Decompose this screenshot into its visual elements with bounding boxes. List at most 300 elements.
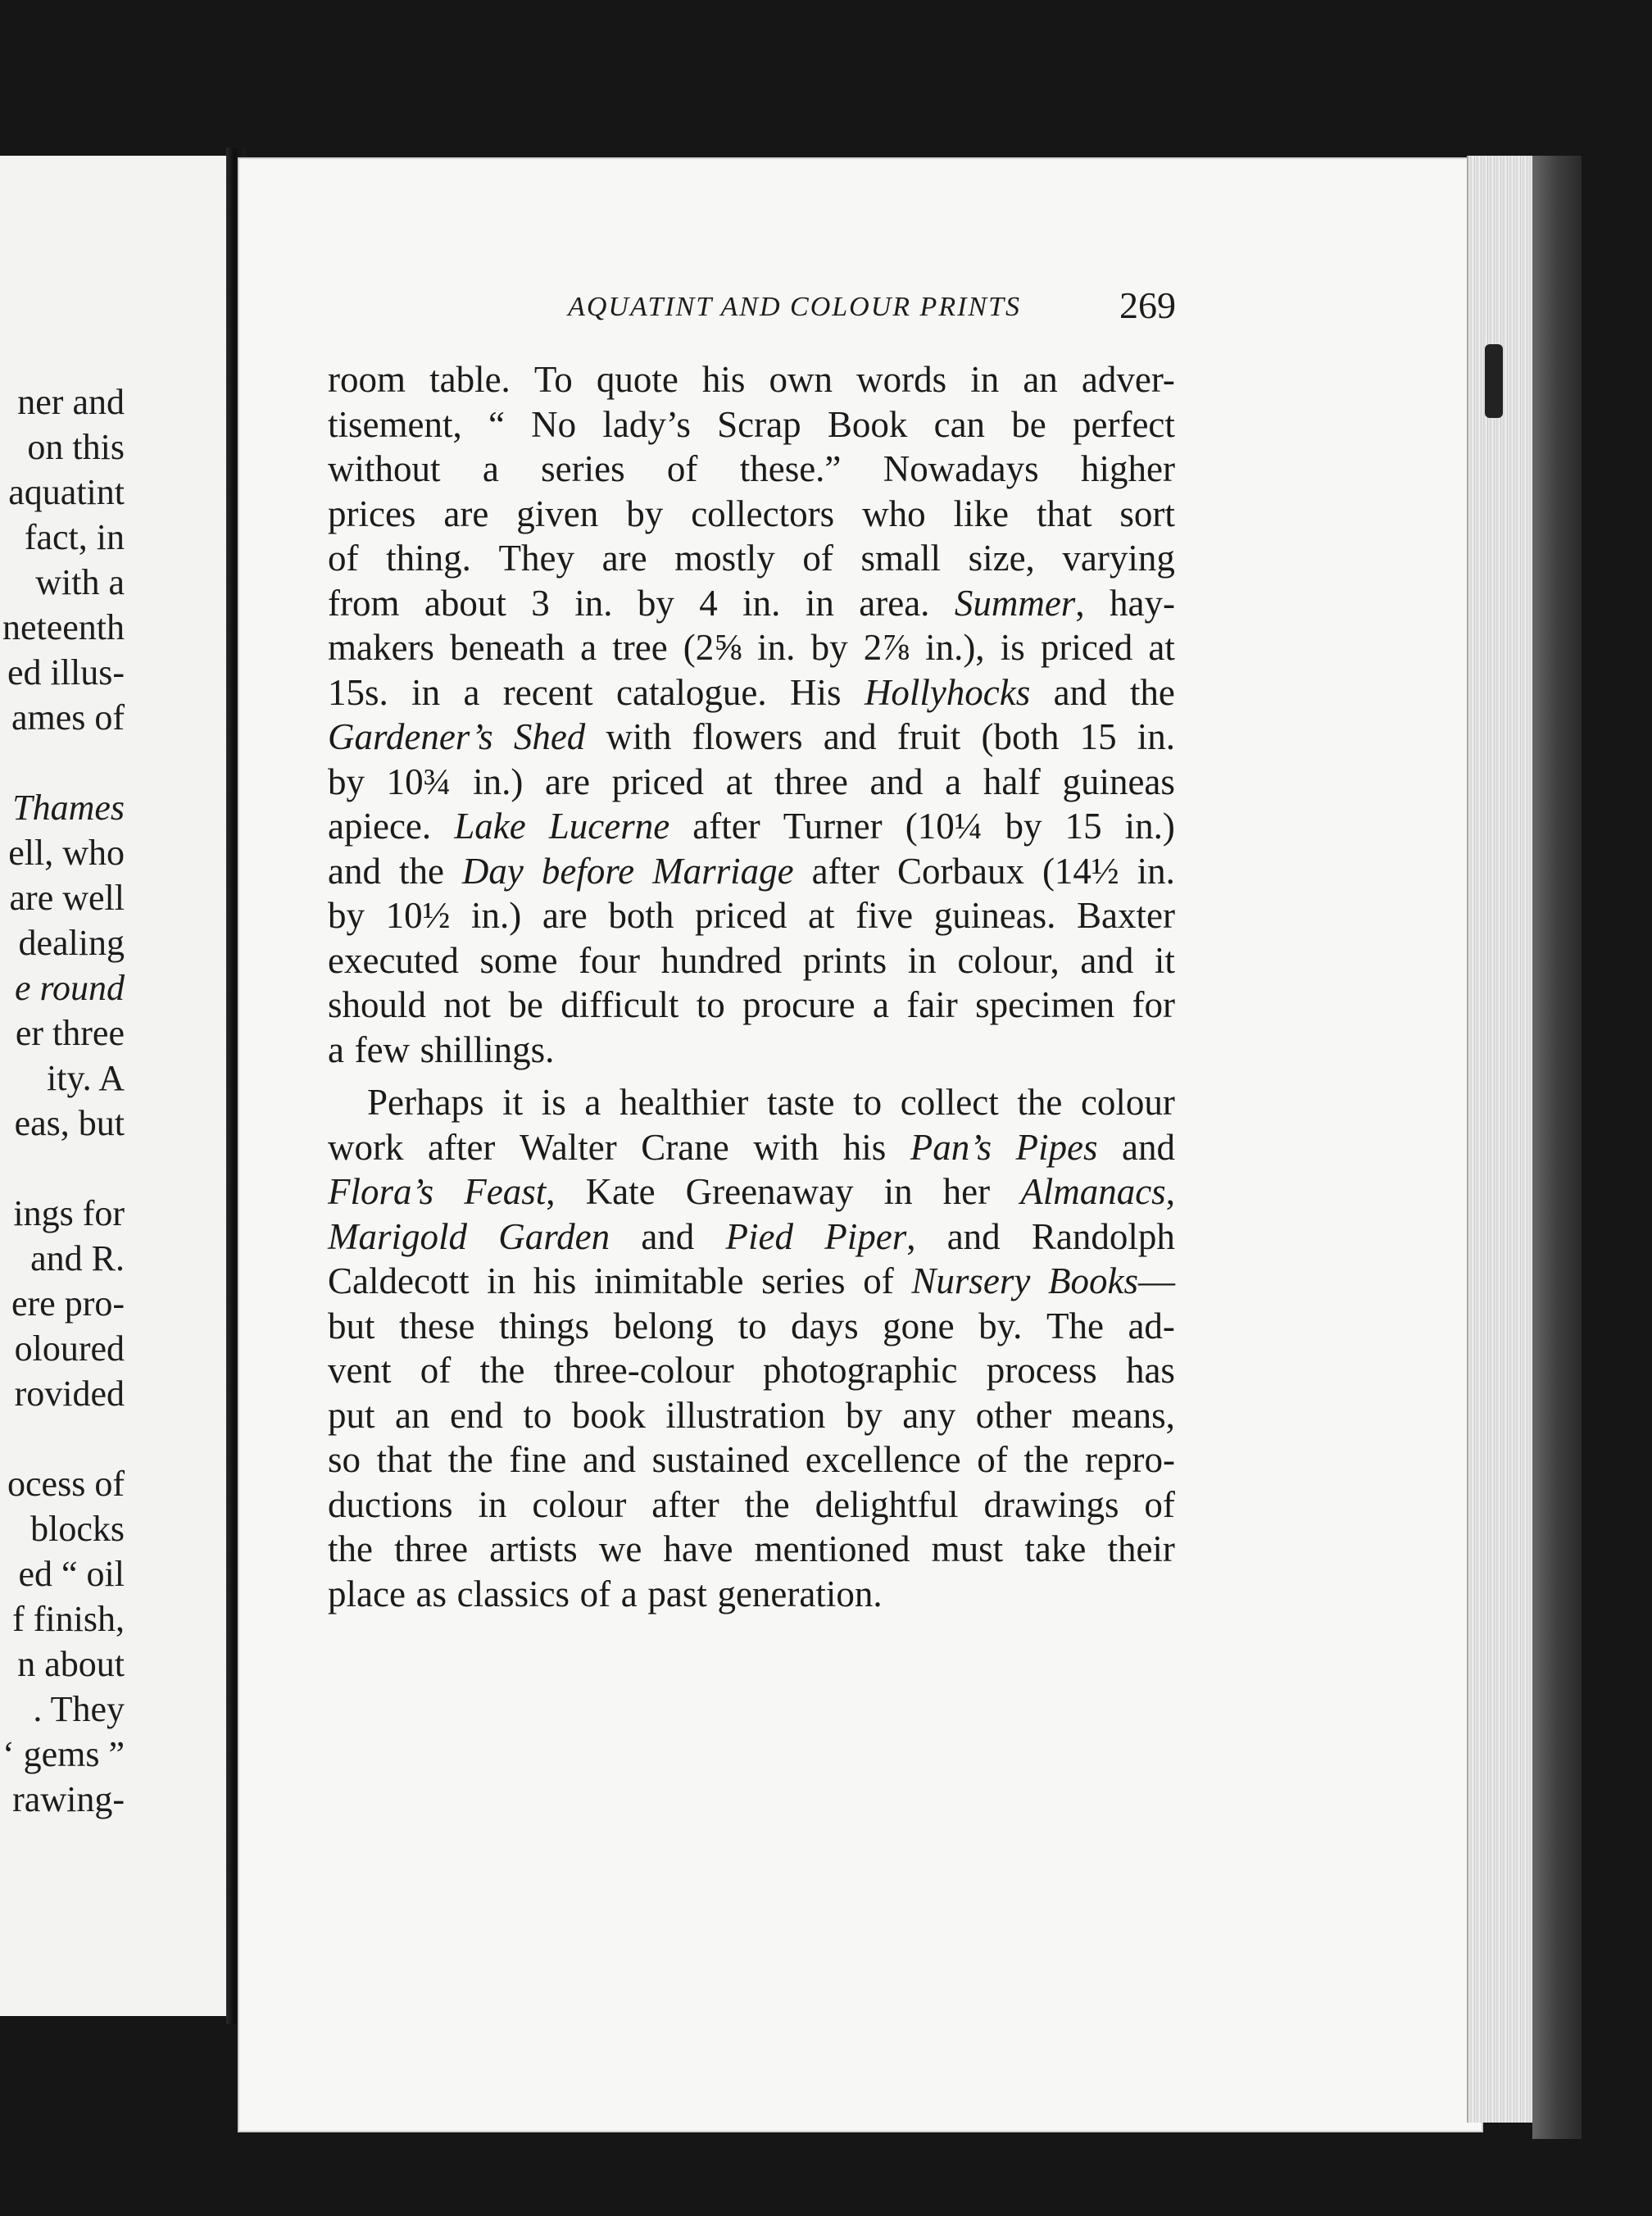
word: illustration <box>665 1394 826 1436</box>
word: are <box>545 761 590 802</box>
left-page-line: fact, in <box>24 517 125 557</box>
text-line <box>328 1028 1175 1073</box>
word: after <box>811 850 880 892</box>
word: put <box>328 1394 375 1436</box>
word: some <box>479 939 558 981</box>
word: in. <box>757 627 796 668</box>
word: classics <box>456 1573 570 1614</box>
word: in. <box>574 582 613 624</box>
left-page-line: ocess of <box>7 1464 125 1504</box>
word: thing. <box>386 538 471 579</box>
word: and <box>641 1215 695 1257</box>
word: Books— <box>1048 1260 1175 1301</box>
text-line <box>328 492 1175 537</box>
word: means, <box>1071 1394 1175 1436</box>
word: three <box>394 1528 469 1569</box>
left-page-line: Thames <box>12 788 125 828</box>
text-line <box>328 893 1175 938</box>
word: other <box>975 1394 1052 1436</box>
word: of <box>420 1350 452 1391</box>
text-line <box>328 1437 1175 1483</box>
text-line <box>328 715 1175 760</box>
word: Lake <box>454 806 526 847</box>
word: apiece. <box>328 806 432 847</box>
word: of <box>863 1260 894 1301</box>
word: Kate <box>585 1171 656 1212</box>
word: in.) <box>473 761 524 802</box>
word: varying <box>1062 538 1175 579</box>
word: these <box>399 1305 475 1346</box>
word: but <box>328 1305 375 1346</box>
word: size, <box>968 538 1035 579</box>
word: can <box>933 403 986 445</box>
word: by <box>626 493 664 534</box>
word: a <box>620 1573 638 1614</box>
word: who <box>862 493 926 534</box>
word: priced <box>695 895 787 936</box>
word: delightful <box>815 1483 959 1525</box>
left-page-line: neteenth <box>2 607 125 647</box>
word: higher <box>1081 448 1175 489</box>
text-line <box>328 983 1175 1028</box>
text-line <box>328 670 1175 715</box>
word: a <box>463 671 480 713</box>
word: Day <box>461 850 524 892</box>
left-page-line: oloured <box>14 1328 125 1369</box>
text-line <box>328 1348 1175 1393</box>
left-page-line: ‘ gems ” <box>2 1734 125 1774</box>
left-page-line: rawing- <box>12 1779 125 1819</box>
word: colour <box>532 1483 627 1525</box>
word: so <box>328 1439 361 1480</box>
word: the <box>479 1350 525 1391</box>
word: an <box>1023 359 1058 400</box>
word: belong <box>613 1305 715 1346</box>
word: area. <box>859 582 930 624</box>
word: as <box>415 1573 447 1614</box>
word: tisement, <box>328 403 462 445</box>
word: of <box>977 1439 1008 1480</box>
word: Nursery <box>911 1260 1031 1301</box>
word: in <box>970 359 1000 400</box>
word: colour, <box>957 939 1060 981</box>
word: it <box>1154 939 1175 981</box>
word: drawings <box>983 1483 1119 1525</box>
left-page-line: f finish, <box>12 1599 125 1639</box>
word: 2⅞ <box>863 627 910 668</box>
text-line <box>328 1304 1175 1349</box>
word: small <box>860 538 941 579</box>
left-page-line: ere pro- <box>11 1283 125 1324</box>
word: 3 <box>531 582 550 624</box>
word: and <box>583 1439 636 1480</box>
word: series <box>761 1260 846 1301</box>
word: perfect <box>1073 403 1175 445</box>
left-page-line: blocks <box>30 1509 125 1549</box>
word: 10¾ <box>386 761 452 802</box>
left-page-line: are well <box>9 878 125 918</box>
word: a <box>945 761 962 802</box>
word: of <box>666 448 698 489</box>
word: after <box>651 1483 719 1525</box>
word: in.) <box>470 895 522 936</box>
word: guineas <box>1062 761 1175 802</box>
word: ductions <box>328 1483 453 1525</box>
word: 15s. <box>328 671 388 713</box>
word: mostly <box>674 538 775 579</box>
word: after <box>692 806 760 847</box>
word: prices <box>328 493 416 534</box>
word: and <box>946 1215 1001 1257</box>
word: in. <box>742 582 781 624</box>
word: Scrap <box>717 403 801 445</box>
word: Randolph <box>1031 1215 1175 1257</box>
word: Almanacs, <box>1020 1171 1175 1212</box>
word: place <box>328 1573 406 1614</box>
text-line <box>328 1215 1175 1260</box>
page-tab-mark <box>1485 344 1503 418</box>
word: flowers <box>692 716 803 757</box>
word: in <box>907 939 937 981</box>
word: Summer, <box>954 582 1085 624</box>
word: three <box>774 761 848 802</box>
text-line <box>328 536 1175 581</box>
word: Greenaway <box>685 1171 854 1212</box>
word: and <box>328 850 381 892</box>
left-page-line: eas, but <box>14 1103 125 1143</box>
word: be <box>508 984 543 1025</box>
word: sustained <box>651 1439 790 1480</box>
text-line <box>328 447 1175 492</box>
left-page-line: ed illus- <box>7 652 125 692</box>
text-line <box>328 760 1175 805</box>
word: (14½ <box>1042 850 1119 892</box>
word: mentioned <box>754 1528 910 1569</box>
word: quote <box>596 359 678 400</box>
word: lady’s <box>602 403 691 445</box>
word: five <box>856 895 914 936</box>
word: with <box>606 716 672 757</box>
word: things <box>499 1305 590 1346</box>
word: has <box>1125 1350 1175 1391</box>
word: a <box>482 448 499 489</box>
word: to <box>696 984 725 1025</box>
body-text <box>328 357 1175 1616</box>
left-page-line: ner and <box>17 382 125 422</box>
word: any <box>902 1394 956 1436</box>
left-page-line: n about <box>17 1644 125 1684</box>
word: in <box>487 1260 516 1301</box>
word: his <box>701 359 746 400</box>
word: Corbaux <box>896 850 1024 892</box>
word: vent <box>328 1350 392 1391</box>
word: (10¼ <box>905 806 983 847</box>
word: process <box>986 1350 1097 1391</box>
text-line <box>328 1572 1175 1617</box>
page-number: 269 <box>1119 284 1176 326</box>
word: the <box>1017 1082 1063 1123</box>
left-page-line: on this <box>27 427 125 467</box>
word: by <box>637 582 674 624</box>
word: without <box>328 448 441 489</box>
word: her <box>942 1171 991 1212</box>
word: room <box>328 359 406 400</box>
word: collectors <box>691 493 835 534</box>
word: his <box>842 1126 887 1168</box>
word: a <box>872 984 889 1025</box>
left-page-line: rovided <box>14 1374 125 1414</box>
word: by <box>810 627 848 668</box>
word: of <box>1144 1483 1175 1525</box>
word: to <box>523 1394 552 1436</box>
word: photographic <box>762 1350 958 1391</box>
word: catalogue. <box>616 671 767 713</box>
text-line <box>328 581 1175 626</box>
word: by <box>328 895 365 936</box>
word: in <box>478 1483 507 1525</box>
word: Nowadays <box>883 448 1039 489</box>
word: Marriage <box>652 850 794 892</box>
text-line <box>328 938 1175 983</box>
word: to <box>738 1305 767 1346</box>
word: makers <box>328 627 434 668</box>
text-line <box>328 1393 1175 1438</box>
text-line <box>328 357 1175 402</box>
left-page-line: ed “ oil <box>18 1554 125 1594</box>
word: (both <box>981 716 1060 757</box>
word: the <box>1023 1439 1069 1480</box>
word: Turner <box>783 806 883 847</box>
word: and <box>1080 939 1134 981</box>
word: His <box>789 671 842 713</box>
word: 10½ <box>385 895 451 936</box>
word: Pan’s <box>910 1126 992 1168</box>
text-line <box>328 1125 1175 1170</box>
left-page-line: ell, who <box>8 833 125 873</box>
word: like <box>953 493 1010 534</box>
text-line <box>328 1527 1175 1572</box>
running-head: AQUATINT AND COLOUR PRINTS <box>568 292 1021 322</box>
word: and <box>1122 1126 1175 1168</box>
word: words <box>856 359 947 400</box>
cover-board <box>1532 156 1582 2139</box>
word: of <box>579 1573 611 1614</box>
word: fine <box>509 1439 567 1480</box>
word: a <box>328 1029 344 1070</box>
word: have <box>663 1528 733 1569</box>
word: with <box>753 1126 819 1168</box>
word: in <box>883 1171 913 1212</box>
left-page-line: er three <box>15 1013 125 1053</box>
word: we <box>598 1528 642 1569</box>
word: 15 <box>1064 806 1102 847</box>
word: Piper, <box>824 1215 916 1257</box>
word: half <box>983 761 1041 802</box>
word: at <box>808 895 835 936</box>
word: by <box>1005 806 1042 847</box>
word: shillings. <box>420 1029 555 1070</box>
word: The <box>1046 1305 1104 1346</box>
text-line <box>328 1080 1175 1125</box>
word: Hollyhocks <box>864 671 1031 713</box>
word: 15 <box>1079 716 1117 757</box>
left-page <box>0 156 231 2016</box>
word: it <box>502 1082 524 1123</box>
word: series <box>541 448 625 489</box>
word: collect <box>900 1082 999 1123</box>
word: that <box>376 1439 433 1480</box>
word: past <box>647 1573 707 1614</box>
word: priced <box>1040 627 1133 668</box>
text-line <box>328 849 1175 894</box>
word: hundred <box>660 939 783 981</box>
text-line <box>328 1259 1175 1304</box>
word: a <box>580 627 597 668</box>
left-page-line: dealing <box>18 923 125 963</box>
word: the <box>447 1439 493 1480</box>
word: No <box>531 403 577 445</box>
word: his <box>533 1260 577 1301</box>
word: Book <box>827 403 908 445</box>
word: the <box>328 1528 373 1569</box>
word: in. <box>1137 850 1175 892</box>
word: at <box>725 761 753 802</box>
word: priced <box>611 761 705 802</box>
word: artists <box>489 1528 578 1569</box>
word: must <box>931 1528 1004 1569</box>
word: Feast, <box>464 1171 556 1212</box>
word: 4 <box>699 582 718 624</box>
word: “ <box>488 403 505 445</box>
word: at <box>1148 627 1175 668</box>
word: should <box>328 984 427 1025</box>
text-line <box>328 1169 1175 1215</box>
word: are <box>443 493 489 534</box>
left-page-line: ity. A <box>47 1058 125 1098</box>
word: and <box>869 761 924 802</box>
word: Gardener’s <box>328 716 493 757</box>
word: in <box>805 582 834 624</box>
word: Garden <box>498 1215 610 1257</box>
left-page-line: . They <box>33 1689 125 1729</box>
text-line <box>328 804 1175 849</box>
word: be <box>1011 403 1046 445</box>
word: an <box>394 1394 430 1436</box>
word: difficult <box>560 984 679 1025</box>
left-page-line: and R. <box>30 1238 125 1278</box>
word: Baxter <box>1077 895 1175 936</box>
word: the <box>1129 671 1175 713</box>
word: fruit <box>896 716 961 757</box>
word: their <box>1107 1528 1175 1569</box>
text-line <box>328 625 1175 670</box>
word: gone <box>883 1305 955 1346</box>
left-page-line: e round <box>14 968 125 1008</box>
word: is <box>541 1082 566 1123</box>
left-page-line: aquatint <box>8 472 125 512</box>
word: fair <box>906 984 958 1025</box>
word: excellence <box>805 1439 961 1480</box>
paragraph-gap <box>328 1072 1175 1080</box>
text-line <box>328 402 1175 447</box>
word: these.” <box>739 448 842 489</box>
word: Crane <box>641 1126 729 1168</box>
word: procure <box>742 984 856 1025</box>
word: Pipes <box>1015 1126 1098 1168</box>
word: guineas. <box>933 895 1056 936</box>
left-page-line: ames of <box>11 697 125 738</box>
word: of <box>328 538 359 579</box>
word: Lucerne <box>548 806 670 847</box>
word: before <box>541 850 635 892</box>
word: To <box>533 359 573 400</box>
word: after <box>428 1126 496 1168</box>
word: by <box>845 1394 883 1436</box>
word: both <box>608 895 674 936</box>
word: generation. <box>717 1573 883 1614</box>
word: own <box>769 359 833 400</box>
word: tree <box>612 627 668 668</box>
word: adver- <box>1081 359 1175 400</box>
word: specimen <box>975 984 1115 1025</box>
word: four <box>579 939 641 981</box>
word: are <box>542 895 588 936</box>
word: inimitable <box>593 1260 744 1301</box>
word: a <box>584 1082 601 1123</box>
word: days <box>791 1305 859 1346</box>
word: They <box>498 538 574 579</box>
word: given <box>516 493 599 534</box>
word: hay- <box>1109 582 1175 624</box>
page-edges <box>1467 156 1542 2123</box>
word: end <box>449 1394 503 1436</box>
word: are <box>601 538 647 579</box>
word: repro- <box>1085 1439 1175 1480</box>
word: work <box>328 1126 404 1168</box>
word: that <box>1036 493 1092 534</box>
word: table. <box>429 359 511 400</box>
word: few <box>354 1029 411 1070</box>
word: for <box>1132 984 1175 1025</box>
word: (2⅝ <box>683 627 742 668</box>
word: in.) <box>1124 806 1175 847</box>
word: prints <box>802 939 887 981</box>
word: Marigold <box>328 1215 468 1257</box>
left-page-line: ings for <box>13 1193 125 1233</box>
word: recent <box>502 671 593 713</box>
word: in.), <box>925 627 985 668</box>
word: executed <box>328 939 459 981</box>
word: Shed <box>513 716 586 757</box>
word: not <box>443 984 491 1025</box>
word: about <box>424 582 506 624</box>
word: taste <box>767 1082 835 1123</box>
word: the <box>398 850 444 892</box>
word: Flora’s <box>328 1171 434 1212</box>
left-page-line: with a <box>35 562 125 602</box>
word: colour <box>1080 1082 1175 1123</box>
word: in. <box>1137 716 1175 757</box>
word: book <box>571 1394 646 1436</box>
word: take <box>1024 1528 1087 1569</box>
word: Walter <box>519 1126 617 1168</box>
word: Pied <box>725 1215 793 1257</box>
word: the <box>744 1483 790 1525</box>
word: ad- <box>1128 1305 1175 1346</box>
word: is <box>1000 627 1025 668</box>
word: Caldecott <box>328 1260 470 1301</box>
word: three-colour <box>553 1350 734 1391</box>
